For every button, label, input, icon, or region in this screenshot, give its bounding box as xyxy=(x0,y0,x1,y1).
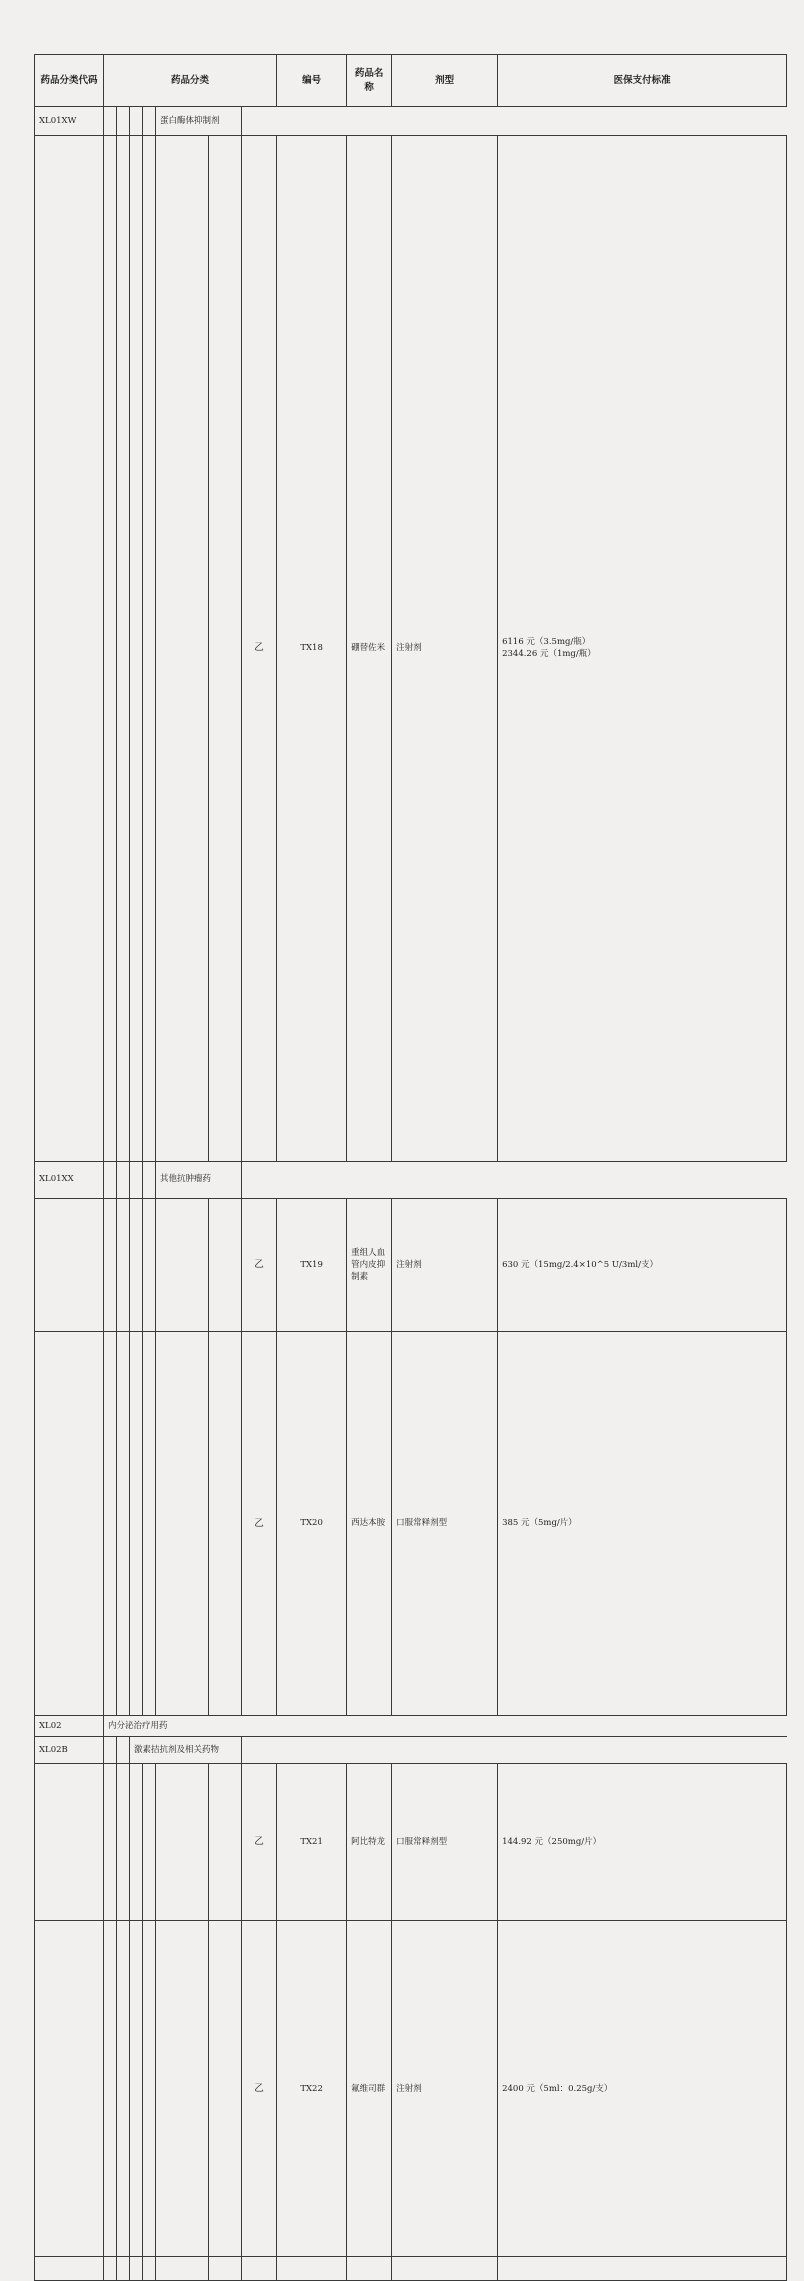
reimbursement-tier: 乙 xyxy=(242,1921,277,2257)
payment-standard: 2400 元（5ml：0.25g/支） xyxy=(498,1921,787,2257)
header-form: 剂型 xyxy=(392,55,498,107)
table-row xyxy=(35,107,787,136)
payment-standard: 630 元（15mg/2.4×10^5 U/3ml/支） xyxy=(498,1198,787,1332)
category-code: XL01XW xyxy=(35,107,104,136)
table-row xyxy=(35,1763,787,1921)
dosage-form: 注射剂 xyxy=(392,136,498,1162)
table-row xyxy=(35,1332,787,1716)
header-price: 医保支付标准 xyxy=(498,55,787,107)
drug-number: TX20 xyxy=(277,1332,347,1716)
header-category: 药品分类 xyxy=(104,55,277,107)
drug-number: TX19 xyxy=(277,1198,347,1332)
table-row xyxy=(35,136,787,1162)
category-code: XL02 xyxy=(35,1715,104,1736)
reimbursement-tier: 乙 xyxy=(242,1198,277,1332)
table-row xyxy=(35,1736,787,1763)
header-number: 编号 xyxy=(277,55,347,107)
dosage-form: 注射剂 xyxy=(392,1198,498,1332)
reimbursement-tier: 乙 xyxy=(242,1763,277,1921)
category-name: 激素拮抗剂及相关药物 xyxy=(130,1736,242,1763)
drug-number: TX18 xyxy=(277,136,347,1162)
category-name: 蛋白酶体抑制剂 xyxy=(156,107,242,136)
table-row xyxy=(35,2257,787,2281)
drug-name: 阿比特龙 xyxy=(347,1763,392,1921)
drug-name: 西达本胺 xyxy=(347,1332,392,1716)
drug-number: TX22 xyxy=(277,1921,347,2257)
dosage-form: 口服常释剂型 xyxy=(392,1332,498,1716)
drug-reimbursement-table xyxy=(34,54,787,2281)
category-code: XL02B xyxy=(35,1736,104,1763)
table-row xyxy=(35,1715,787,1736)
reimbursement-tier: 乙 xyxy=(242,136,277,1162)
drug-name: 硼替佐米 xyxy=(347,136,392,1162)
drug-name: 氟维司群 xyxy=(347,1921,392,2257)
table-row xyxy=(35,1198,787,1332)
dosage-form: 注射剂 xyxy=(392,1921,498,2257)
table-row xyxy=(35,1921,787,2257)
drug-number: TX21 xyxy=(277,1763,347,1921)
payment-standard: 144.92 元（250mg/片） xyxy=(498,1763,787,1921)
header-row xyxy=(35,55,787,107)
payment-standard: 6116 元（3.5mg/瓶） 2344.26 元（1mg/瓶） xyxy=(498,136,787,1162)
dosage-form: 口服常释剂型 xyxy=(392,1763,498,1921)
payment-standard: 385 元（5mg/片） xyxy=(498,1332,787,1716)
reimbursement-tier: 乙 xyxy=(242,1332,277,1716)
drug-name: 重组人血管内皮抑制素 xyxy=(347,1198,392,1332)
category-name: 内分泌治疗用药 xyxy=(104,1715,242,1736)
header-name: 药品名称 xyxy=(347,55,392,107)
header-code: 药品分类代码 xyxy=(35,55,104,107)
table-row xyxy=(35,1161,787,1198)
category-code: XL01XX xyxy=(35,1161,104,1198)
category-name: 其他抗肿瘤药 xyxy=(156,1161,242,1198)
